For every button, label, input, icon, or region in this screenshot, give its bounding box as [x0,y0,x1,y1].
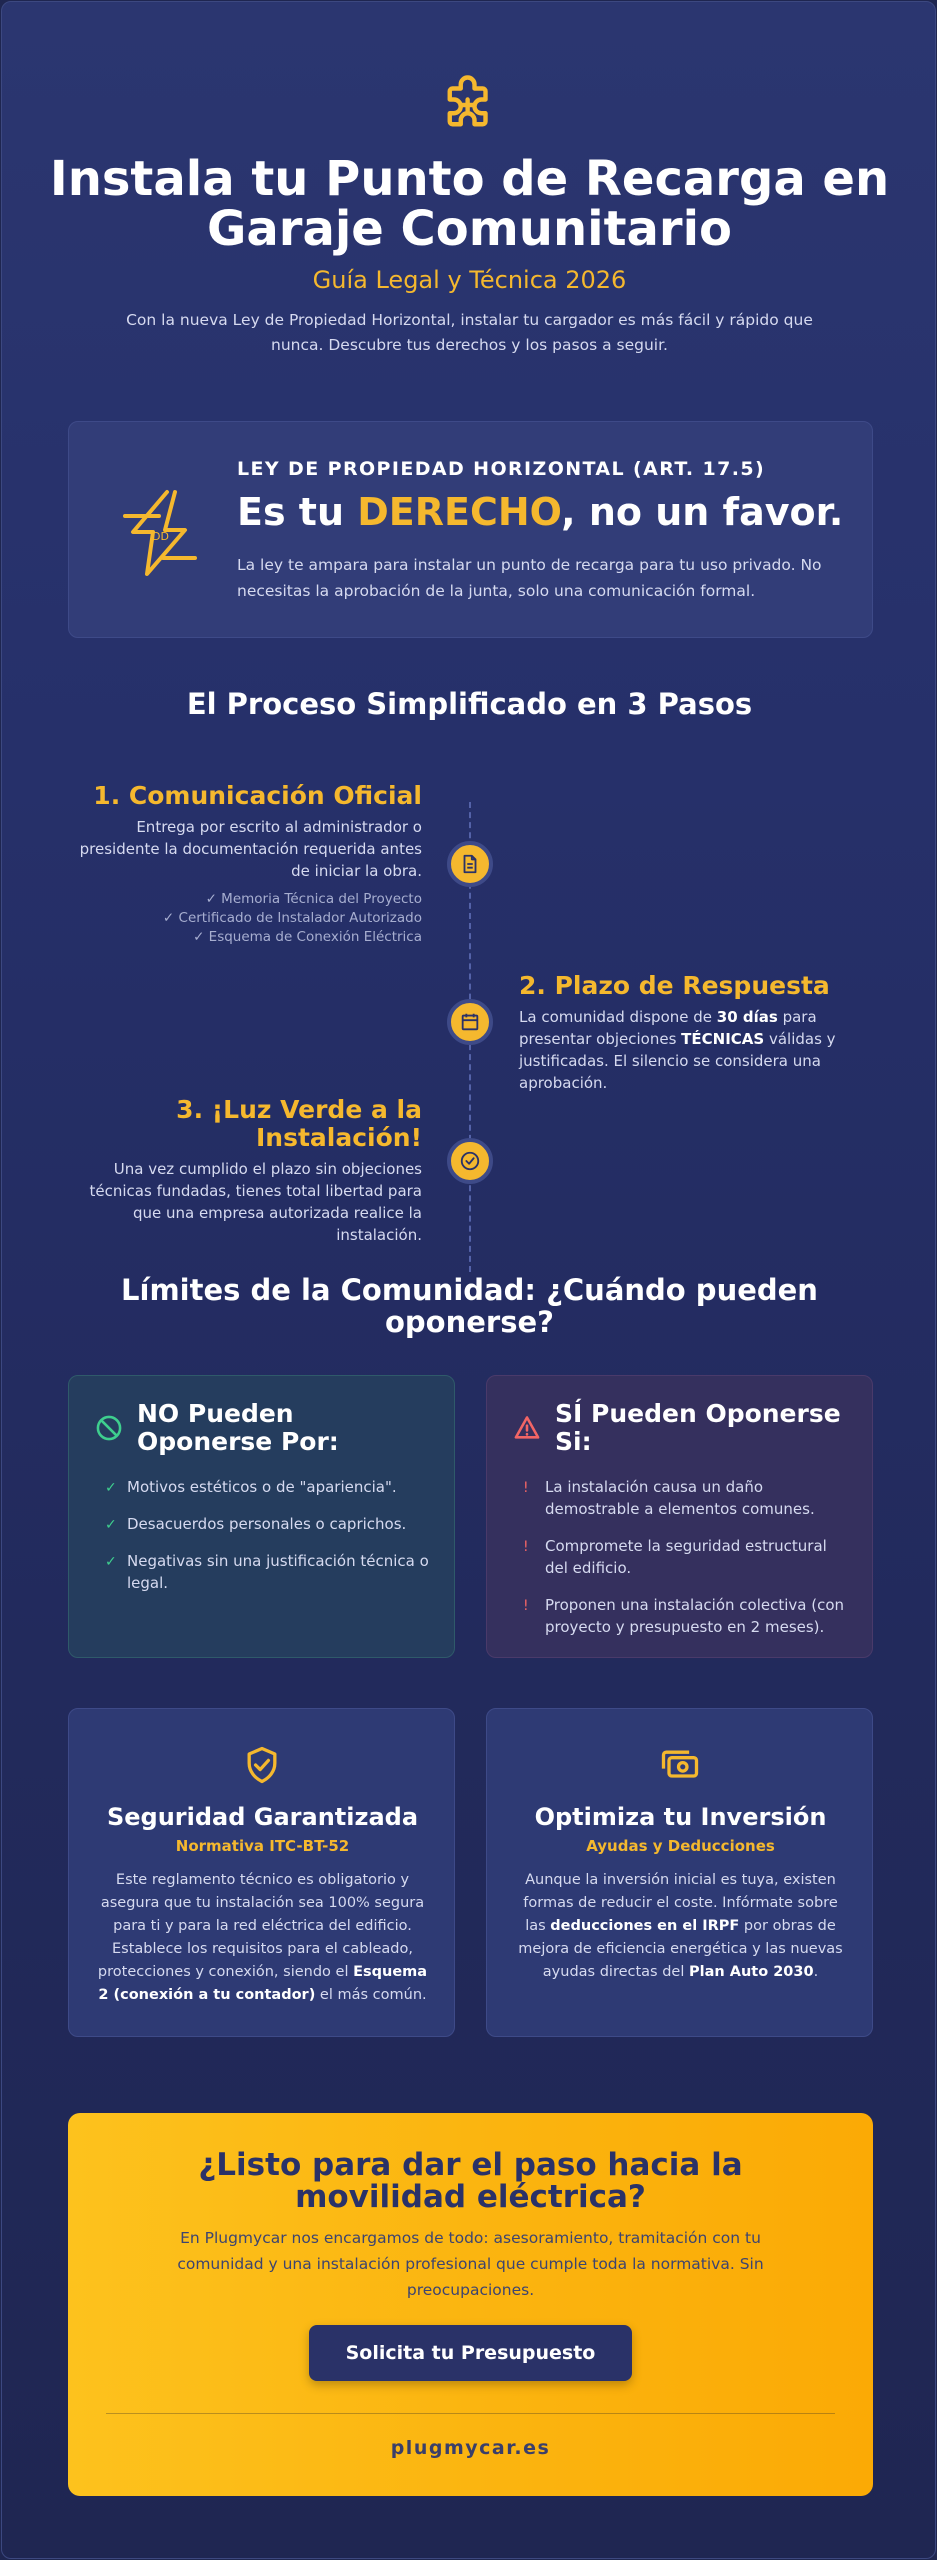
can-oppose-card [486,1375,873,1658]
cta-title: ¿Listo para dar el paso hacia la movilidad eléctrica? [198,2147,743,2215]
step-1-title: 1. Comunicación Oficial [93,781,422,810]
list-item: ! La instalación causa un daño demostrable a elementos comunes. [523,1478,815,1518]
limits-heading: Límites de la Comunidad: ¿Cuándo pueden oponerse? [121,1273,818,1339]
step-1-checklist [122,890,422,947]
check-icon: ✓ [105,1554,117,1570]
step-3-description: Una vez cumplido el plazo sin objeciones técnicas fundadas, tienes total libertad para que una empresa autorizada realice la instalación. [89,1160,422,1244]
investment-card [486,1708,873,2037]
calendar-icon [459,1011,481,1033]
checklist-item: ✓ Certificado de Instalador Autorizado [162,910,422,926]
divider [106,2413,835,2414]
safety-description: Este reglamento técnico es obligatorio y asegura que tu instalación sea 100% segura para ti y para la red eléctrica del edificio. Establece los requisitos para el cableado, protecciones y conexión, siendo el Esquema 2 (conexión a tu contador) el más común. [97,1872,428,2003]
check-icon: ✓ [105,1517,117,1533]
shield-check-icon [240,1743,284,1787]
list-item: ! Proponen una instalación colectiva (con proyecto y presupuesto en 2 meses). [523,1596,845,1636]
cta-description: En Plugmycar nos encargamos de todo: asesoramiento, tramitación con tu comunidad y una instalación profesional que cumple toda la normativa. Sin preocupaciones. [177,2229,764,2299]
brand-link[interactable]: plugmycar.es [390,2437,551,2459]
step-1-description: Entrega por escrito al administrador o presidente la documentación requerida antes de iniciar la obra. [79,818,422,880]
cannot-oppose-list [105,1476,430,1609]
puzzle-plus-icon [436,72,502,138]
cta-card [68,2113,873,2496]
cannot-oppose-title: NO Pueden Oponerse Por: [137,1399,339,1456]
exclamation-icon: ! [523,1598,529,1614]
safety-title: Seguridad Garantizada [106,1803,419,1831]
exclamation-icon: ! [523,1480,529,1496]
investment-description: Aunque la inversión inicial es tuya, existen formas de reducir el coste. Infórmate sobre las deducciones en el IRPF por obras de mejora de eficiencia energética y las nuevas ayudas directas del Plan Auto 2030. [518,1872,843,1980]
can-oppose-title: SÍ Pueden Oponerse Si: [555,1399,841,1456]
law-card [68,421,873,638]
list-item: ✓ Negativas sin una justificación técnica o legal. [105,1552,429,1592]
page-title: Instala tu Punto de Recarga en Garaje Comunitario [49,151,890,257]
lightning-plug-icon [119,488,199,578]
checklist-item: ✓ Memoria Técnica del Proyecto [205,891,422,907]
can-oppose-list [523,1476,848,1653]
list-item: ! Compromete la seguridad estructural del edificio. [523,1537,827,1577]
money-icon [658,1743,702,1787]
document-icon [459,853,481,875]
step-3-title: 3. ¡Luz Verde a la Instalación! [176,1095,422,1152]
warning-triangle-icon [513,1414,541,1442]
cannot-oppose-card [68,1375,455,1658]
check-circle-icon [459,1150,481,1172]
investment-subtitle: Ayudas y Deducciones [586,1837,775,1855]
law-title-highlight: DERECHO [357,490,562,534]
list-item: ✓ Motivos estéticos o de "apariencia". [105,1476,430,1498]
check-icon: ✓ [105,1480,117,1496]
law-description: La ley te ampara para instalar un punto de recarga para tu uso privado. No necesitas la aprobación de la junta, solo una comunicación formal. [237,556,822,600]
page-subtitle: Guía Legal y Técnica 2026 [312,266,627,294]
safety-card [68,1708,455,2037]
exclamation-icon: ! [523,1539,529,1555]
step-1-marker [447,841,493,887]
step-2-marker [447,999,493,1045]
process-heading: El Proceso Simplificado en 3 Pasos [186,687,753,721]
list-item: ✓ Desacuerdos personales o caprichos. [105,1513,430,1535]
checklist-item: ✓ Esquema de Conexión Eléctrica [193,929,422,945]
step-2-description: La comunidad dispone de 30 días para presentar objeciones TÉCNICAS válidas y justificadas. El silencio se considera una aprobación. [519,1008,836,1092]
step-3-marker [447,1138,493,1184]
step-2-title: 2. Plazo de Respuesta [519,971,830,1000]
safety-subtitle: Normativa ITC-BT-52 [175,1837,350,1855]
law-title: Es tu DERECHO, no un favor. [237,490,844,534]
infographic-page [1,1,936,2559]
intro-text: Con la nueva Ley de Propiedad Horizontal, instalar tu cargador es más fácil y rápido que nunca. Descubre tus derechos y los pasos a seguir. [126,311,813,354]
svg-text:DD: DD [152,530,169,543]
prohibited-icon [95,1414,123,1442]
request-quote-button[interactable]: Solicita tu Presupuesto [309,2325,632,2381]
law-eyebrow: LEY DE PROPIEDAD HORIZONTAL (ART. 17.5) [237,458,766,480]
investment-title: Optimiza tu Inversión [534,1803,827,1831]
